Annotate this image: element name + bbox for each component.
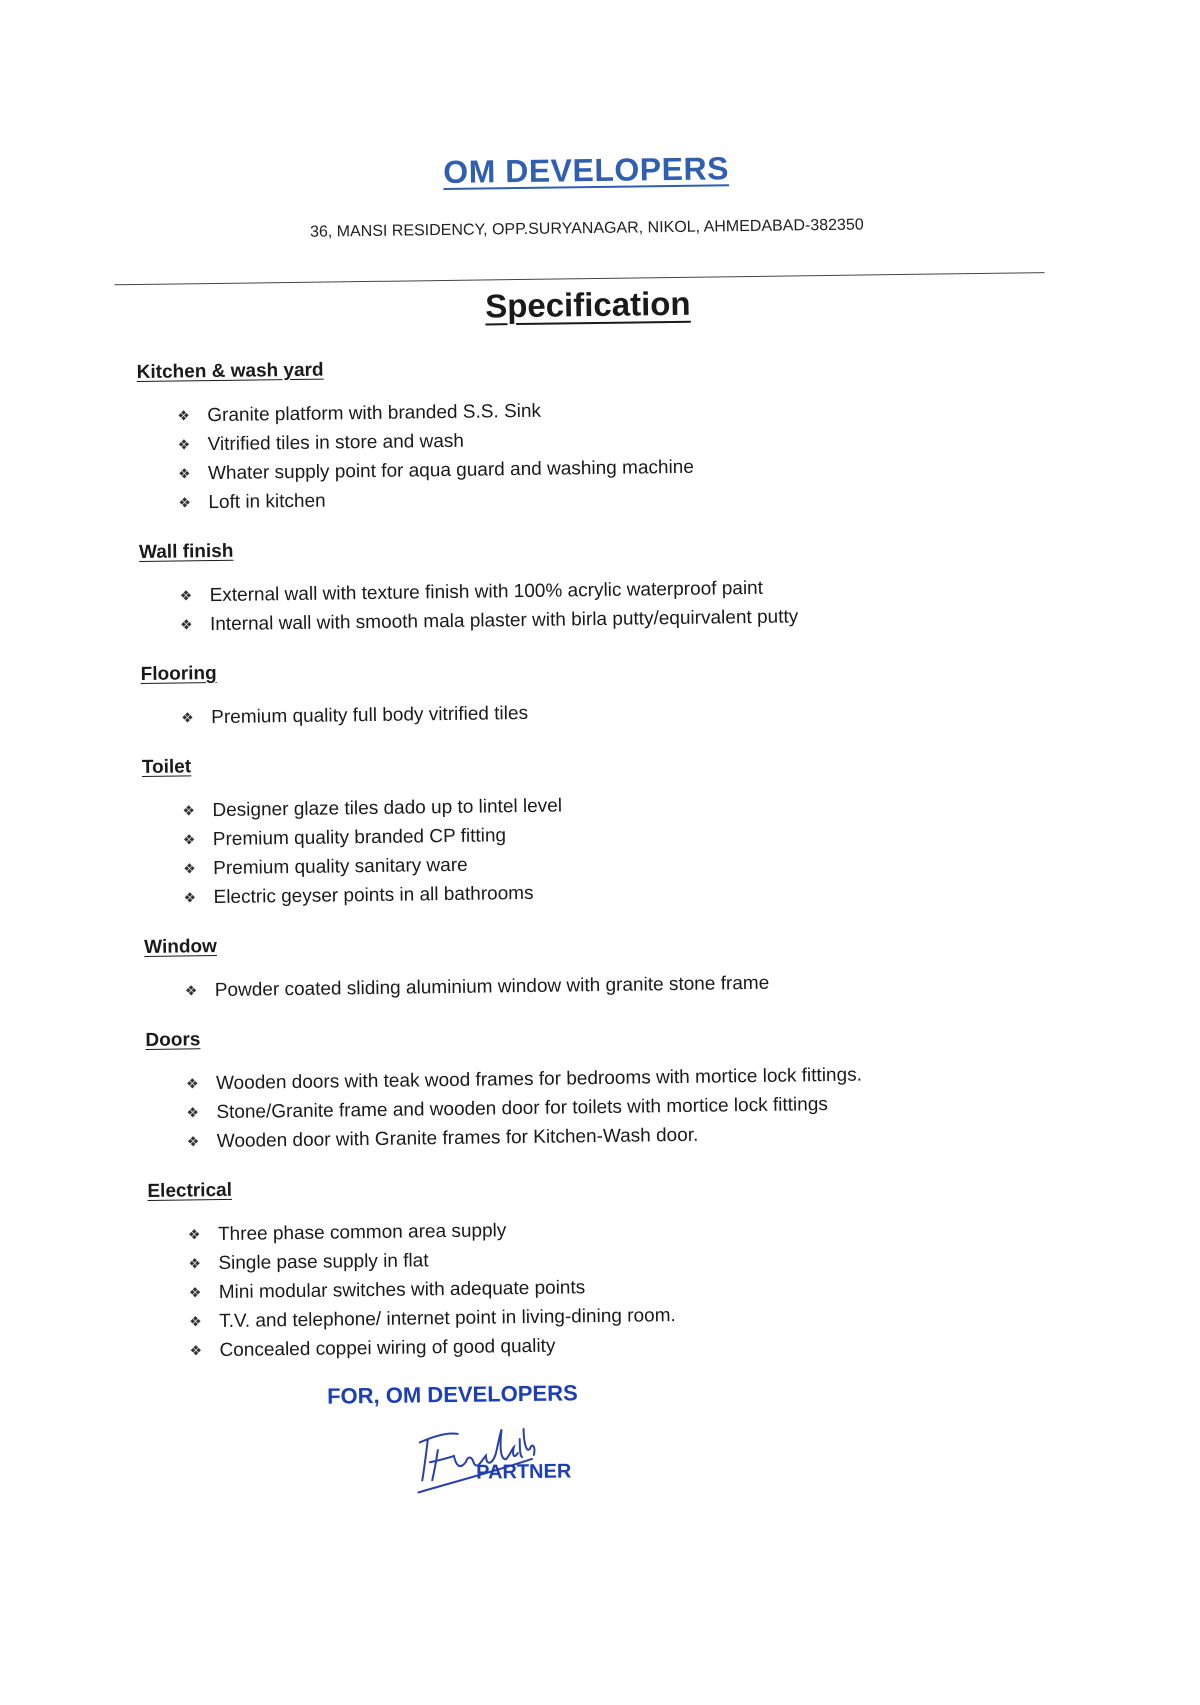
company-stamp bbox=[327, 1372, 629, 1506]
diamond-bullet-icon: ❖ bbox=[186, 1104, 200, 1121]
spec-item-text: Concealed coppei wiring of good quality bbox=[219, 1335, 556, 1362]
spec-list bbox=[145, 965, 1045, 1006]
stamp-partner-line: PARTNER bbox=[475, 1460, 572, 1484]
diamond-bullet-icon: ❖ bbox=[183, 860, 196, 877]
spec-item-text: Powder coated sliding aluminium window with granite stone frame bbox=[214, 972, 770, 1002]
diamond-bullet-icon: ❖ bbox=[185, 1075, 199, 1092]
diamond-bullet-icon: ❖ bbox=[187, 1226, 201, 1243]
diamond-bullet-icon: ❖ bbox=[188, 1284, 202, 1301]
spec-item-text: Granite platform with branded S.S. Sink bbox=[207, 400, 542, 427]
spec-list bbox=[148, 1209, 1050, 1366]
spec-item-text: Premium quality branded CP fitting bbox=[212, 825, 507, 851]
spec-item-text: Wooden door with Granite frames for Kitchen-Wash door. bbox=[216, 1124, 699, 1153]
diamond-bullet-icon: ❖ bbox=[178, 494, 192, 511]
document-title bbox=[0, 278, 1183, 332]
stamp-company-line: FOR, OM DEVELOPERS bbox=[326, 1380, 578, 1409]
diamond-bullet-icon: ❖ bbox=[177, 407, 190, 424]
diamond-bullet-icon: ❖ bbox=[179, 587, 193, 604]
spec-section bbox=[147, 1169, 1049, 1366]
section-heading: Wall finish bbox=[138, 540, 234, 564]
spec-list bbox=[139, 570, 1040, 640]
spec-item bbox=[185, 965, 1045, 1005]
spec-list bbox=[137, 390, 1038, 518]
diamond-bullet-icon: ❖ bbox=[189, 1342, 203, 1359]
diamond-bullet-icon: ❖ bbox=[181, 709, 194, 726]
spec-item-text: Loft in kitchen bbox=[208, 490, 326, 514]
diamond-bullet-icon: ❖ bbox=[186, 1133, 200, 1150]
section-heading: Doors bbox=[145, 1029, 201, 1051]
spec-section bbox=[144, 925, 1045, 1006]
diamond-bullet-icon: ❖ bbox=[189, 1313, 202, 1330]
spec-section bbox=[139, 530, 1040, 640]
diamond-bullet-icon: ❖ bbox=[183, 889, 197, 906]
spec-item-text: T.V. and telephone/ internet point in living-dining room. bbox=[219, 1305, 676, 1333]
spec-item-text: Whater supply point for aqua guard and washing machine bbox=[207, 456, 694, 485]
spec-section bbox=[142, 745, 1044, 913]
diamond-bullet-icon: ❖ bbox=[179, 616, 193, 633]
spec-list bbox=[146, 1058, 1047, 1157]
section-heading: Window bbox=[144, 936, 218, 958]
spec-section bbox=[137, 350, 1039, 518]
spec-item-text: Premium quality full body vitrified tiles bbox=[211, 702, 529, 729]
diamond-bullet-icon: ❖ bbox=[177, 436, 191, 453]
section-heading: Toilet bbox=[141, 756, 192, 778]
spec-section bbox=[145, 1018, 1047, 1157]
diamond-bullet-icon: ❖ bbox=[184, 982, 198, 999]
spec-item bbox=[181, 692, 1041, 732]
spec-item-text: External wall with texture finish with 100% acrylic waterproof paint bbox=[209, 577, 764, 607]
section-heading: Electrical bbox=[147, 1179, 233, 1202]
spec-item-text: Designer glaze tiles dado up to lintel level bbox=[212, 795, 563, 822]
section-heading: Flooring bbox=[140, 663, 217, 685]
document-title-text: Specification bbox=[484, 284, 691, 325]
spec-item-text: Vitrified tiles in store and wash bbox=[207, 430, 465, 456]
spec-item-text: Internal wall with smooth mala plaster with birla putty/equirvalent putty bbox=[209, 606, 799, 636]
company-name bbox=[0, 144, 1181, 197]
spec-item-text: Electric geyser points in all bathrooms bbox=[213, 882, 534, 909]
specification-sections bbox=[137, 350, 1050, 1390]
spec-item-text: Premium quality sanitary ware bbox=[213, 854, 468, 880]
diamond-bullet-icon: ❖ bbox=[188, 1255, 202, 1272]
spec-list bbox=[141, 692, 1041, 733]
company-address: 36, MANSI RESIDENCY, OPP.SURYANAGAR, NIKOL, AHMEDABAD-382350 bbox=[309, 216, 864, 241]
spec-item-text: Wooden doors with teak wood frames for bedrooms with mortice lock fittings. bbox=[215, 1064, 863, 1095]
spec-list bbox=[142, 785, 1043, 913]
diamond-bullet-icon: ❖ bbox=[182, 831, 196, 848]
diamond-bullet-icon: ❖ bbox=[177, 465, 191, 482]
section-heading: Kitchen & wash yard bbox=[136, 359, 324, 384]
company-name-text: OM DEVELOPERS bbox=[443, 150, 730, 190]
spec-item-text: Three phase common area supply bbox=[217, 1220, 507, 1246]
spec-item-text: Stone/Granite frame and wooden door for toilets with mortice lock fittings bbox=[216, 1094, 828, 1124]
diamond-bullet-icon: ❖ bbox=[182, 802, 196, 819]
spec-section bbox=[141, 652, 1042, 733]
spec-item-text: Single pase supply in flat bbox=[218, 1250, 429, 1275]
spec-item-text: Mini modular switches with adequate points bbox=[218, 1277, 586, 1304]
